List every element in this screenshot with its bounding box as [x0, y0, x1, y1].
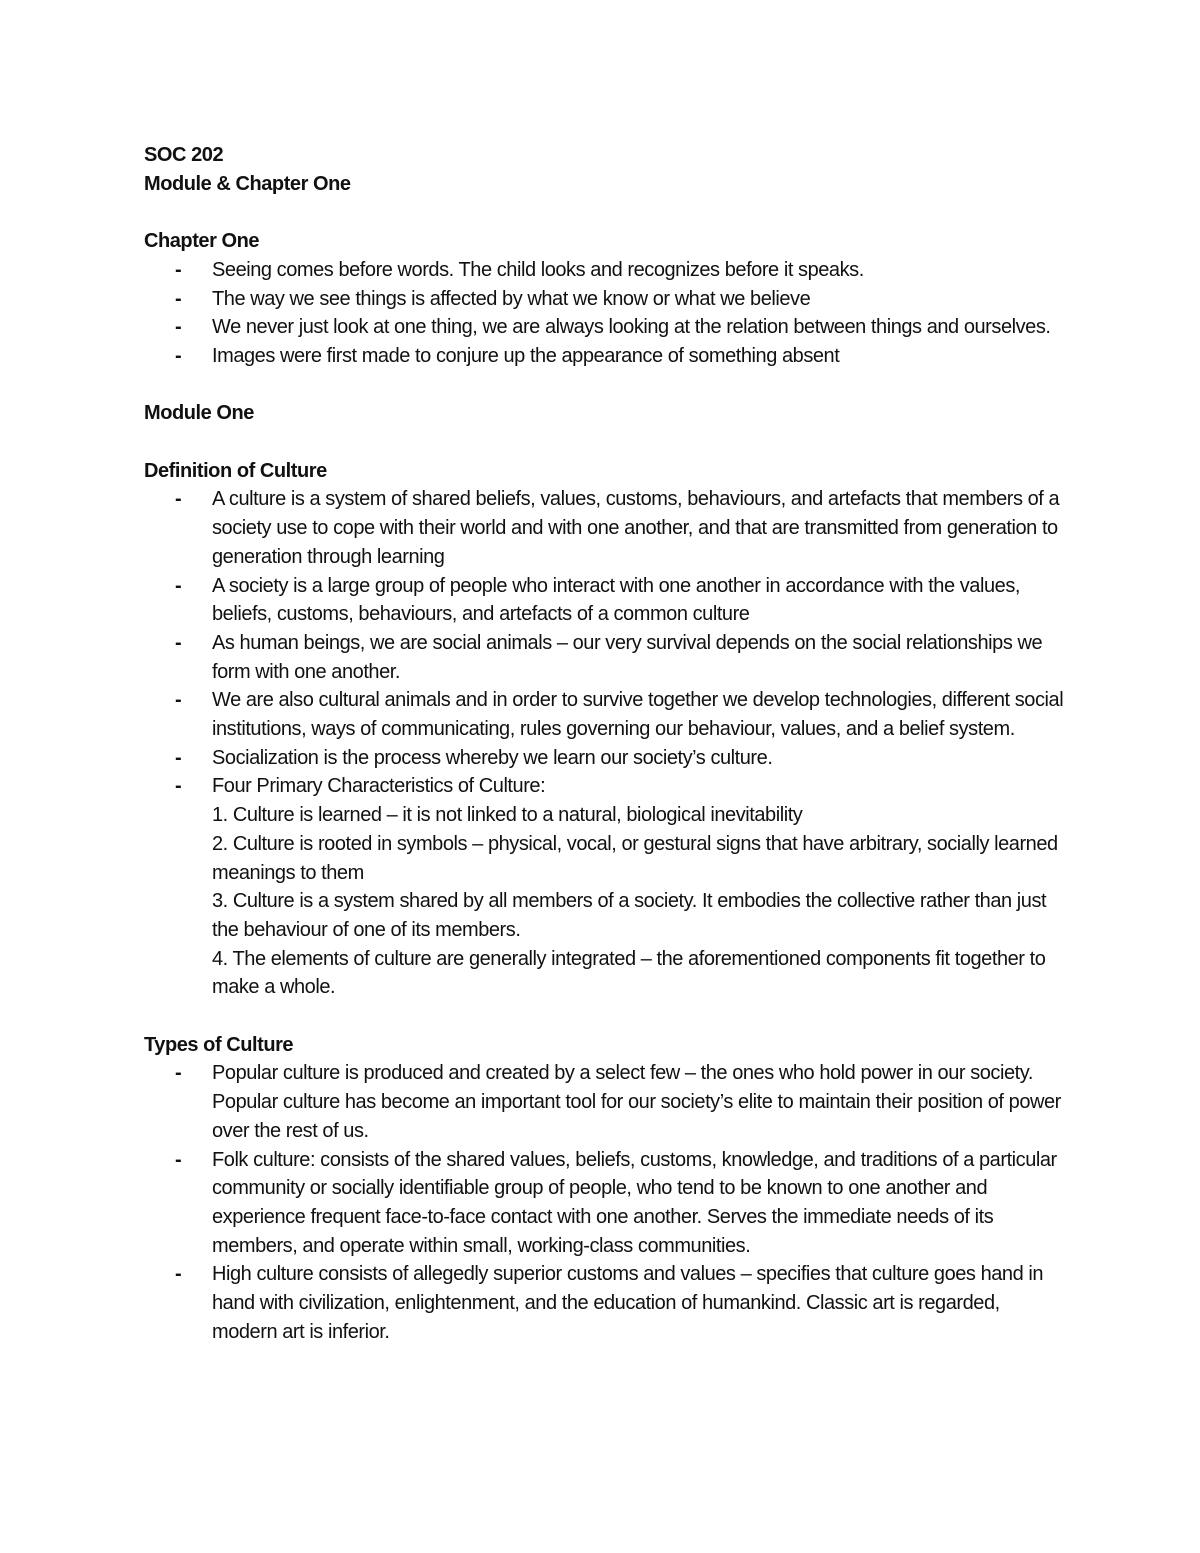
dash-bullet: -: [175, 775, 182, 798]
chapter-one-heading: Chapter One: [144, 230, 260, 253]
list-item: [175, 686, 1064, 743]
list-item: [175, 485, 1064, 571]
spacer: [144, 428, 1064, 457]
list-item-text: The way we see things is affected by what we know or what we believe: [212, 287, 811, 310]
dash-bullet: -: [175, 1062, 182, 1085]
list-item: [175, 1260, 1064, 1346]
characteristic-1: 1. Culture is learned – it is not linked to a natural, biological inevitability: [212, 804, 803, 827]
characteristic-4: 4. The elements of culture are generally integrated – the aforementioned components fit together to make a whole.: [212, 947, 1046, 999]
dash-bullet: -: [175, 316, 182, 339]
list-item-text: Images were first made to conjure up the appearance of something absent: [212, 344, 840, 367]
list-item-text: Four Primary Characteristics of Culture:: [212, 775, 546, 798]
types-of-culture-heading: Types of Culture: [144, 1033, 294, 1056]
definition-of-culture-heading: Definition of Culture: [144, 459, 327, 482]
spacer: [144, 371, 1064, 400]
list-item-text: Popular culture is produced and created by a select few – the ones who hold power in our society. Popular culture has become an important tool for our society’s elite to maintain their position of power over the rest of us.: [212, 1062, 1061, 1142]
dash-bullet: -: [175, 258, 182, 281]
list-item-text: We never just look at one thing, we are always looking at the relation between things and ourselves.: [212, 316, 1051, 339]
definition-of-culture-list: [144, 485, 1064, 1002]
types-of-culture-list: [144, 1059, 1064, 1346]
list-item-text: A society is a large group of people who interact with one another in accordance with the values, beliefs, customs, behaviours, and artefacts of a common culture: [212, 574, 1020, 626]
chapter-one-list: [144, 256, 1064, 371]
list-item: [175, 1146, 1064, 1261]
course-title: SOC 202: [144, 144, 224, 166]
list-item-text: We are also cultural animals and in order to survive together we develop technologies, different social institutions, ways of communicating, rules governing our behaviour, values, and a belief system.: [212, 689, 1064, 741]
list-item-text: Folk culture: consists of the shared values, beliefs, customs, knowledge, and traditions of a particular community or socially identifiable group of people, who tend to be known to one another and experience frequent face-to-face contact with one another. Serves the immediate needs of its members, and operate within small, working-class communities.: [212, 1148, 1057, 1257]
list-item: [175, 744, 1064, 773]
dash-bullet: -: [175, 1263, 182, 1286]
list-item-text: A culture is a system of shared beliefs, values, customs, behaviours, and artefacts that members of a society use to cope with their world and with one another, and that are transmitted from generation to generation through learning: [212, 488, 1060, 568]
list-item: [175, 342, 1064, 371]
list-item: [175, 256, 1064, 285]
list-item-text: Seeing comes before words. The child looks and recognizes before it speaks.: [212, 258, 864, 281]
dash-bullet: -: [175, 574, 182, 597]
dash-bullet: -: [175, 344, 182, 367]
list-item-text: High culture consists of allegedly superior customs and values – specifies that culture goes hand in hand with civilization, enlightenment, and the education of humankind. Classic art is regarded, modern art is inferior.: [212, 1263, 1044, 1343]
list-item: [175, 313, 1064, 342]
dash-bullet: -: [175, 488, 182, 511]
list-item-text: As human beings, we are social animals – our very survival depends on the social relationships we form with one another.: [212, 631, 1043, 683]
spacer: [144, 1002, 1064, 1031]
dash-bullet: -: [175, 746, 182, 769]
list-item: [175, 572, 1064, 629]
spacer: [144, 198, 1064, 227]
document-subtitle: Module & Chapter One: [144, 172, 351, 195]
dash-bullet: -: [175, 631, 182, 654]
list-item-text: Socialization is the process whereby we learn our society’s culture.: [212, 746, 773, 769]
list-item: [175, 772, 1064, 1002]
characteristic-3: 3. Culture is a system shared by all members of a society. It embodies the collective rather than just the behaviour of one of its members.: [212, 890, 1047, 941]
dash-bullet: -: [175, 287, 182, 310]
document-page: [144, 141, 1064, 1346]
dash-bullet: -: [175, 689, 182, 712]
characteristic-2: 2. Culture is rooted in symbols – physical, vocal, or gestural signs that have arbitrary, socially learned meanings to them: [212, 832, 1058, 884]
list-item: [175, 1059, 1064, 1145]
dash-bullet: -: [175, 1148, 182, 1171]
list-item: [175, 629, 1064, 686]
module-one-heading: Module One: [144, 402, 254, 425]
list-item: [175, 285, 1064, 314]
